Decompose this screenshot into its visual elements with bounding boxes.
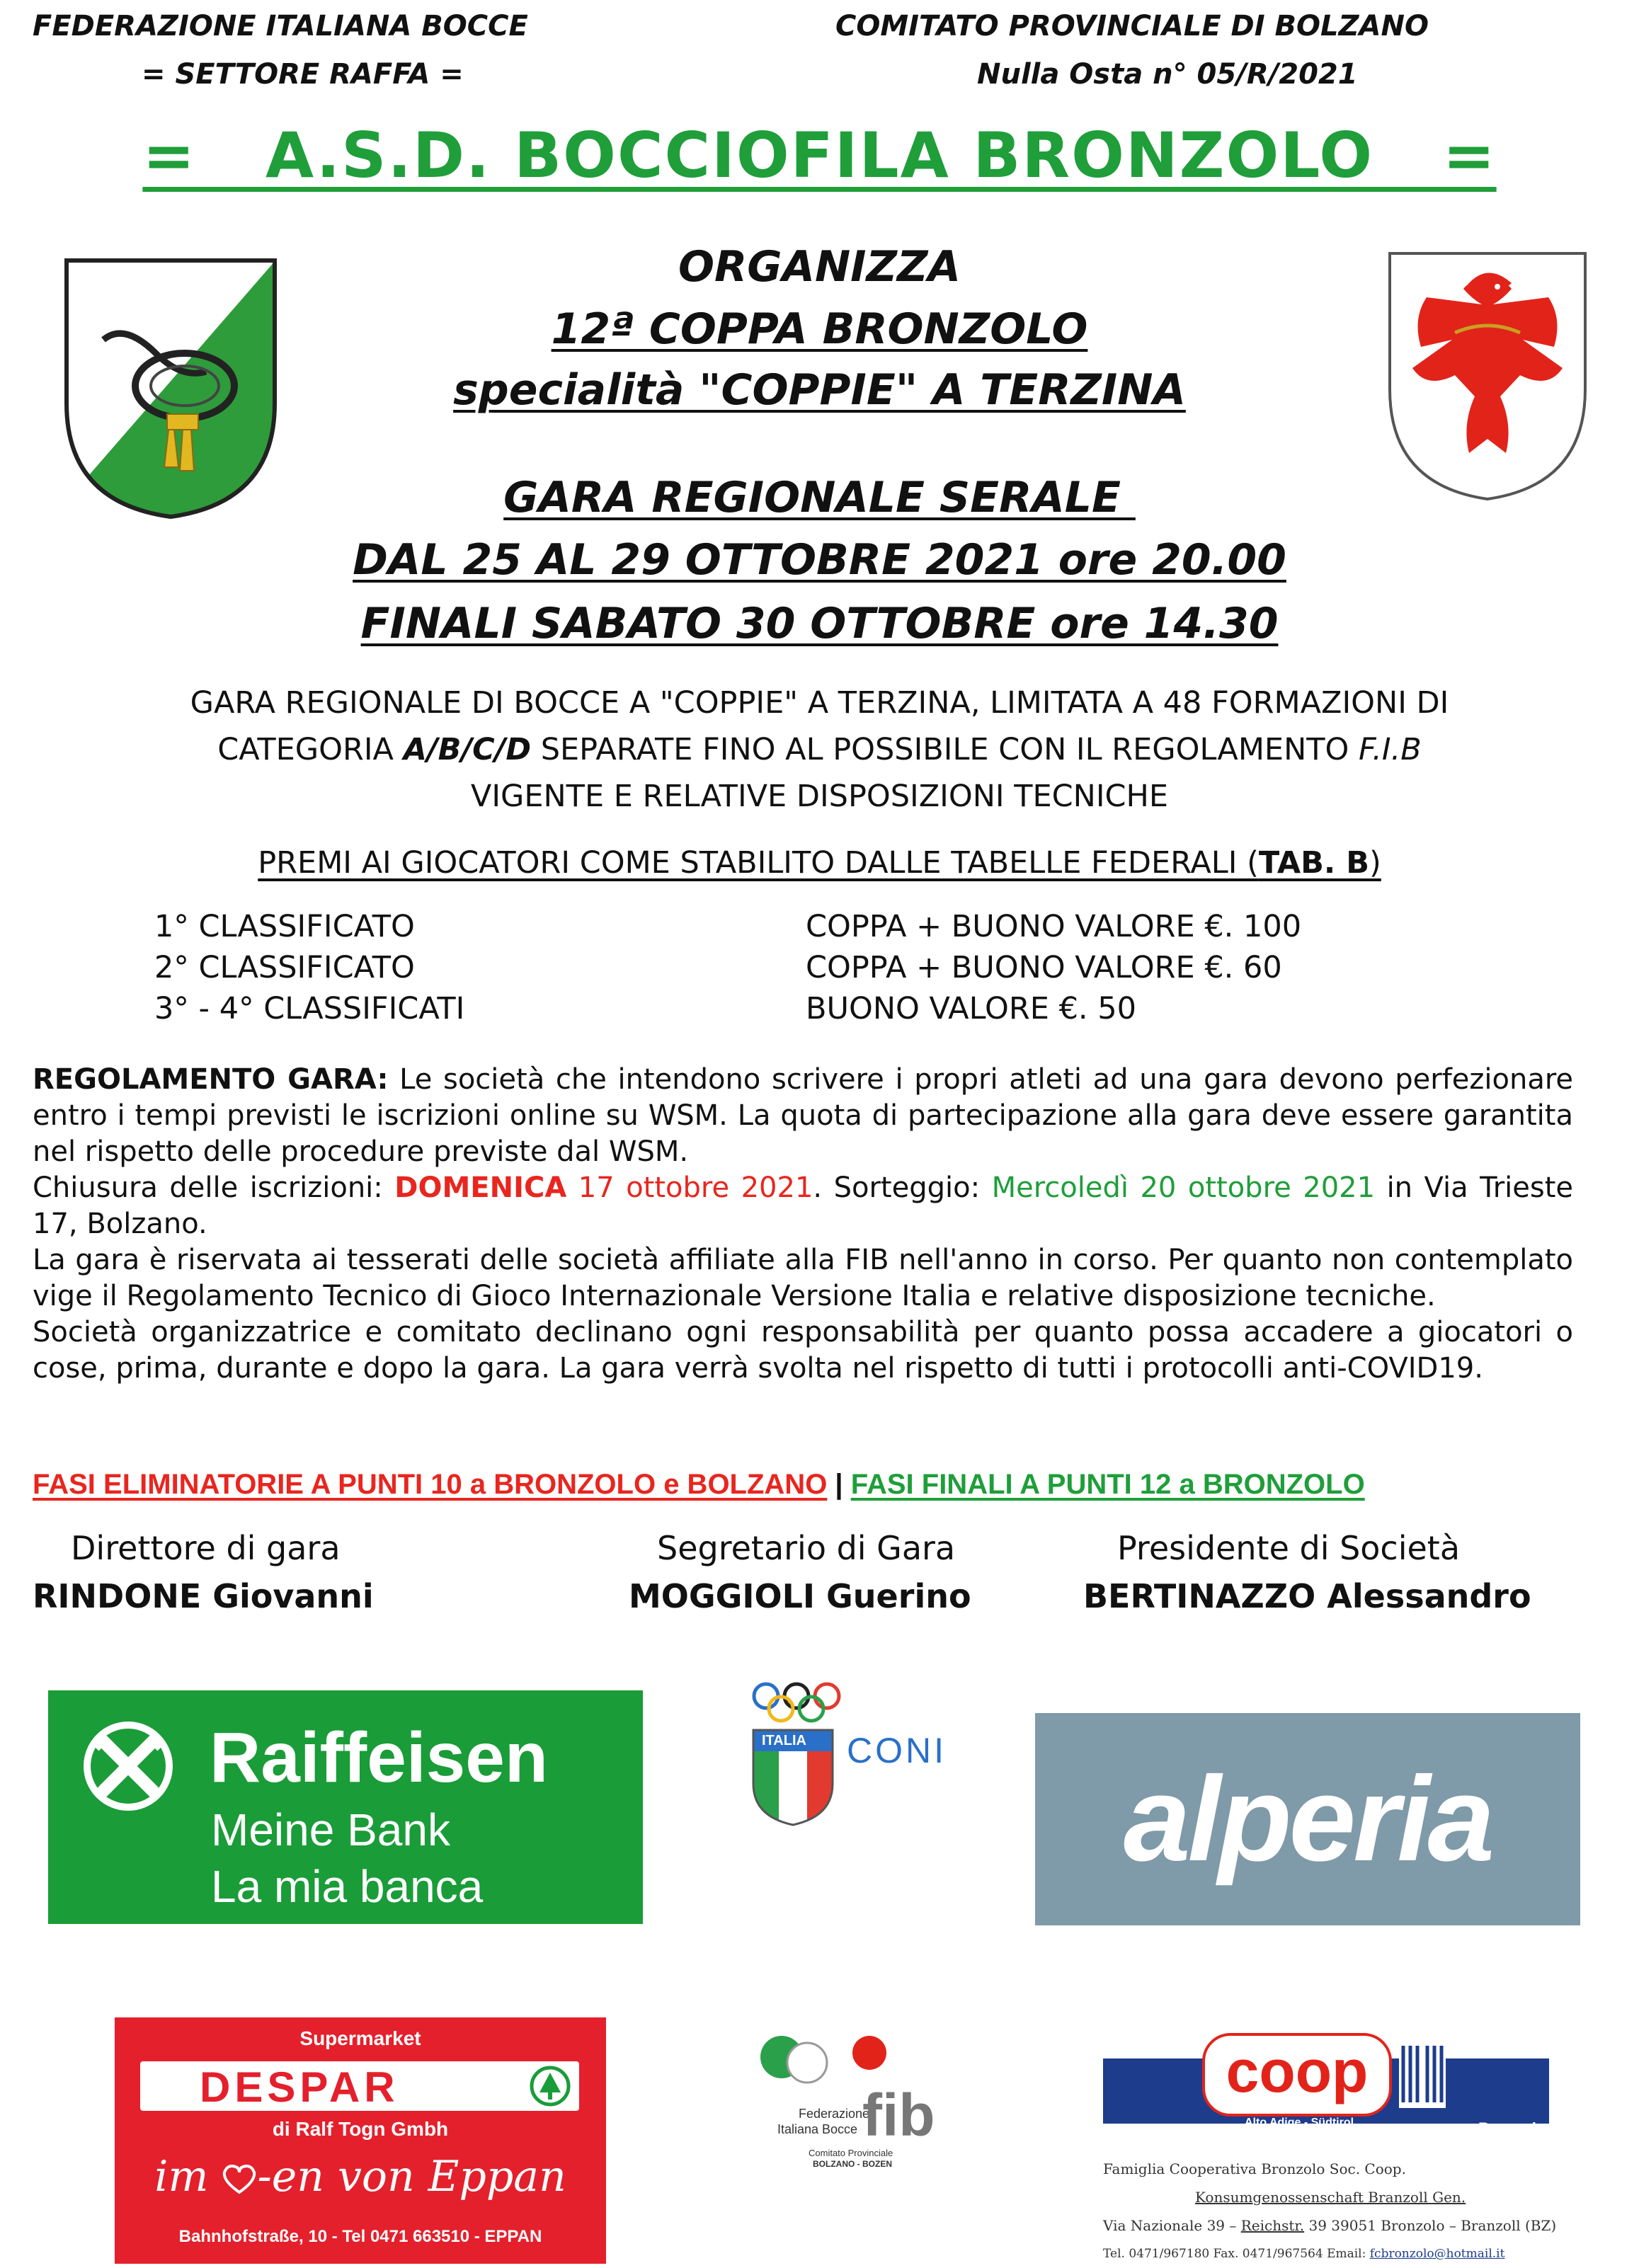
prize-place: 3° - 4° CLASSIFICATI [154,991,465,1026]
coop-email-link[interactable]: fcbronzolo@hotmail.it [1369,2247,1505,2261]
alperia-logo [1035,1713,1580,1925]
regulation-paragraph-1: REGOLAMENTO GARA: Le società che intendono scrivere i propri atleti ad una gara devono perfezionare entro i tempi previsti le iscrizioni online su WSM. La quota di partecipazione alla gara deve essere garantita nel rispetto delle procedure previste dal WSM. [33,1063,1574,1168]
raiffeisen-slogan-it: La mia banca [211,1861,484,1912]
raiffeisen-slogan-de: Meine Bank [211,1804,450,1855]
description [0,680,1639,820]
despar-logo [115,2017,606,2264]
despar-supermarket: Supermarket [299,2027,421,2049]
director-role: Direttore di gara [71,1529,341,1567]
race-dates: DAL 25 AL 29 OTTOBRE 2021 ore 20.00 [353,535,1286,585]
race-type: GARA REGIONALE SERALE [503,473,1136,522]
despar-script: im -en von Eppan [154,2152,566,2201]
despar-banner [140,2061,579,2111]
prize-value: BUONO VALORE €. 50 [806,991,1136,1026]
heart-icon [222,2164,257,2195]
page-title: = A.S.D. BOCCIOFILA BRONZOLO = [142,119,1497,192]
fib-line3: Comitato Provinciale [809,2148,893,2158]
president-name: BERTINAZZO Alessandro [1083,1577,1531,1615]
regulation-paragraph-2: Chiusura delle iscrizioni: DOMENICA 17 ottobre 2021. Sorteggio: Mercoledì 20 ottobre 2021 in Via Trieste 17, Bolzano. [33,1172,1574,1240]
despar-name: DESPAR [200,2063,399,2111]
raiffeisen-horses-icon [82,1720,174,1812]
secretary-role: Segretario di Gara [657,1529,956,1567]
prize-value: COPPA + BUONO VALORE €. 100 [806,909,1302,944]
committee-name: COMITATO PROVINCIALE DI BOLZANO [835,10,1429,42]
regulation [33,1062,1573,1387]
description-line-2: CATEGORIA A/B/C/D SEPARATE FINO AL POSSIBILE CON IL REGOLAMENTO F.I.B [217,732,1422,767]
coop-name: coop [1202,2033,1392,2117]
olympic-rings-icon [750,1680,843,1726]
fib-abbr: fib [862,2082,935,2148]
alperia-name: alperia [1123,1752,1492,1886]
prize-places [154,906,464,1029]
fib-logo [749,2022,954,2170]
president-role: Presidente di Società [1117,1529,1461,1567]
fib-line1: Federazione [799,2107,870,2121]
speciality-title: specialità "COPPIE" A TERZINA [453,365,1186,415]
coni-italia-label: ITALIA [762,1733,806,1748]
description-line-1: GARA REGIONALE DI BOCCE A "COPPIE" A TERZINA, LIMITATA A 48 FORMAZIONI DI [190,685,1449,721]
coni-logo [743,1680,956,1843]
coop-info [1103,2155,1556,2268]
coop-emblem-icon [1399,2040,1446,2108]
coop-town: Bronzolo [1478,2119,1546,2137]
raiffeisen-logo [48,1690,643,1924]
coni-name: CONI [847,1731,947,1770]
nulla-osta: Nulla Osta n° 05/R/2021 [977,58,1358,91]
sector-name: = SETTORE RAFFA = [142,58,464,91]
phases-line: FASI ELIMINATORIE A PUNTI 10 a BRONZOLO e BOLZANO | FASI FINALI A PUNTI 12 a BRONZOLO [33,1469,1365,1500]
bronzolo-crest-icon [61,255,280,521]
finals-date: FINALI SABATO 30 OTTOBRE ore 14.30 [360,599,1279,648]
regulation-paragraph-4: Società organizzatrice e comitato declinano ogni responsabilità per quanto possa accadere a giocatori o cose, prima, durante e dopo la gara. La gara verrà svolta nel rispetto di tutti i protocolli anti-COVID19. [33,1316,1573,1385]
despar-address: Bahnhofstraße, 10 - Tel 0471 663510 - EPPAN [178,2227,542,2246]
despar-owner: di Ralf Togn Gmbh [272,2118,449,2140]
prize-values [806,906,1301,1029]
secretary-name: MOGGIOLI Guerino [629,1577,971,1615]
federation-name: FEDERAZIONE ITALIANA BOCCE [33,10,528,42]
coop-info-line2: Konsumgenossenschaft Branzoll Gen. [1195,2189,1466,2206]
fib-line2: Italiana Bocce [777,2122,858,2136]
coop-logo [1103,2016,1592,2264]
prize-place: 1° CLASSIFICATO [154,909,415,944]
coop-banner [1103,2016,1549,2141]
cup-title: 12ª COPPA BRONZOLO [551,304,1088,354]
director-name: RINDONE Giovanni [33,1577,374,1615]
regulation-paragraph-3: La gara è riservata ai tesserati delle società affiliate alla FIB nell'anno in corso. Per quanto non contemplato vige il Regolamento Tecnico di Gioco Internazionale Versione Italia e relative disposizione tecniche. [33,1244,1573,1312]
organizza-heading: ORGANIZZA [678,242,961,292]
prize-value: COPPA + BUONO VALORE €. 60 [806,950,1282,985]
prizes-heading: PREMI AI GIOCATORI COME STABILITO DALLE TABELLE FEDERALI (TAB. B) [258,845,1381,881]
coop-info-line3: Via Nazionale 39 – Reichstr. 39 39051 Bronzolo – Branzoll (BZ) [1103,2217,1557,2234]
coop-region: Alto Adige - Südtirol [1245,2117,1354,2129]
despar-tree-icon [530,2066,571,2107]
coop-info-line4: Tel. 0471/967180 Fax. 0471/967564 Email: fcbronzolo@hotmail.it [1103,2247,1505,2261]
description-line-3: VIGENTE E RELATIVE DISPOSIZIONI TECNICHE [470,779,1169,814]
raiffeisen-name: Raiffeisen [210,1718,548,1797]
south-tyrol-eagle-icon [1384,248,1591,503]
prize-place: 2° CLASSIFICATO [154,950,415,985]
coop-info-line1: Famiglia Cooperativa Bronzolo Soc. Coop. [1103,2160,1406,2177]
fib-line4: BOLZANO - BOZEN [813,2159,892,2169]
